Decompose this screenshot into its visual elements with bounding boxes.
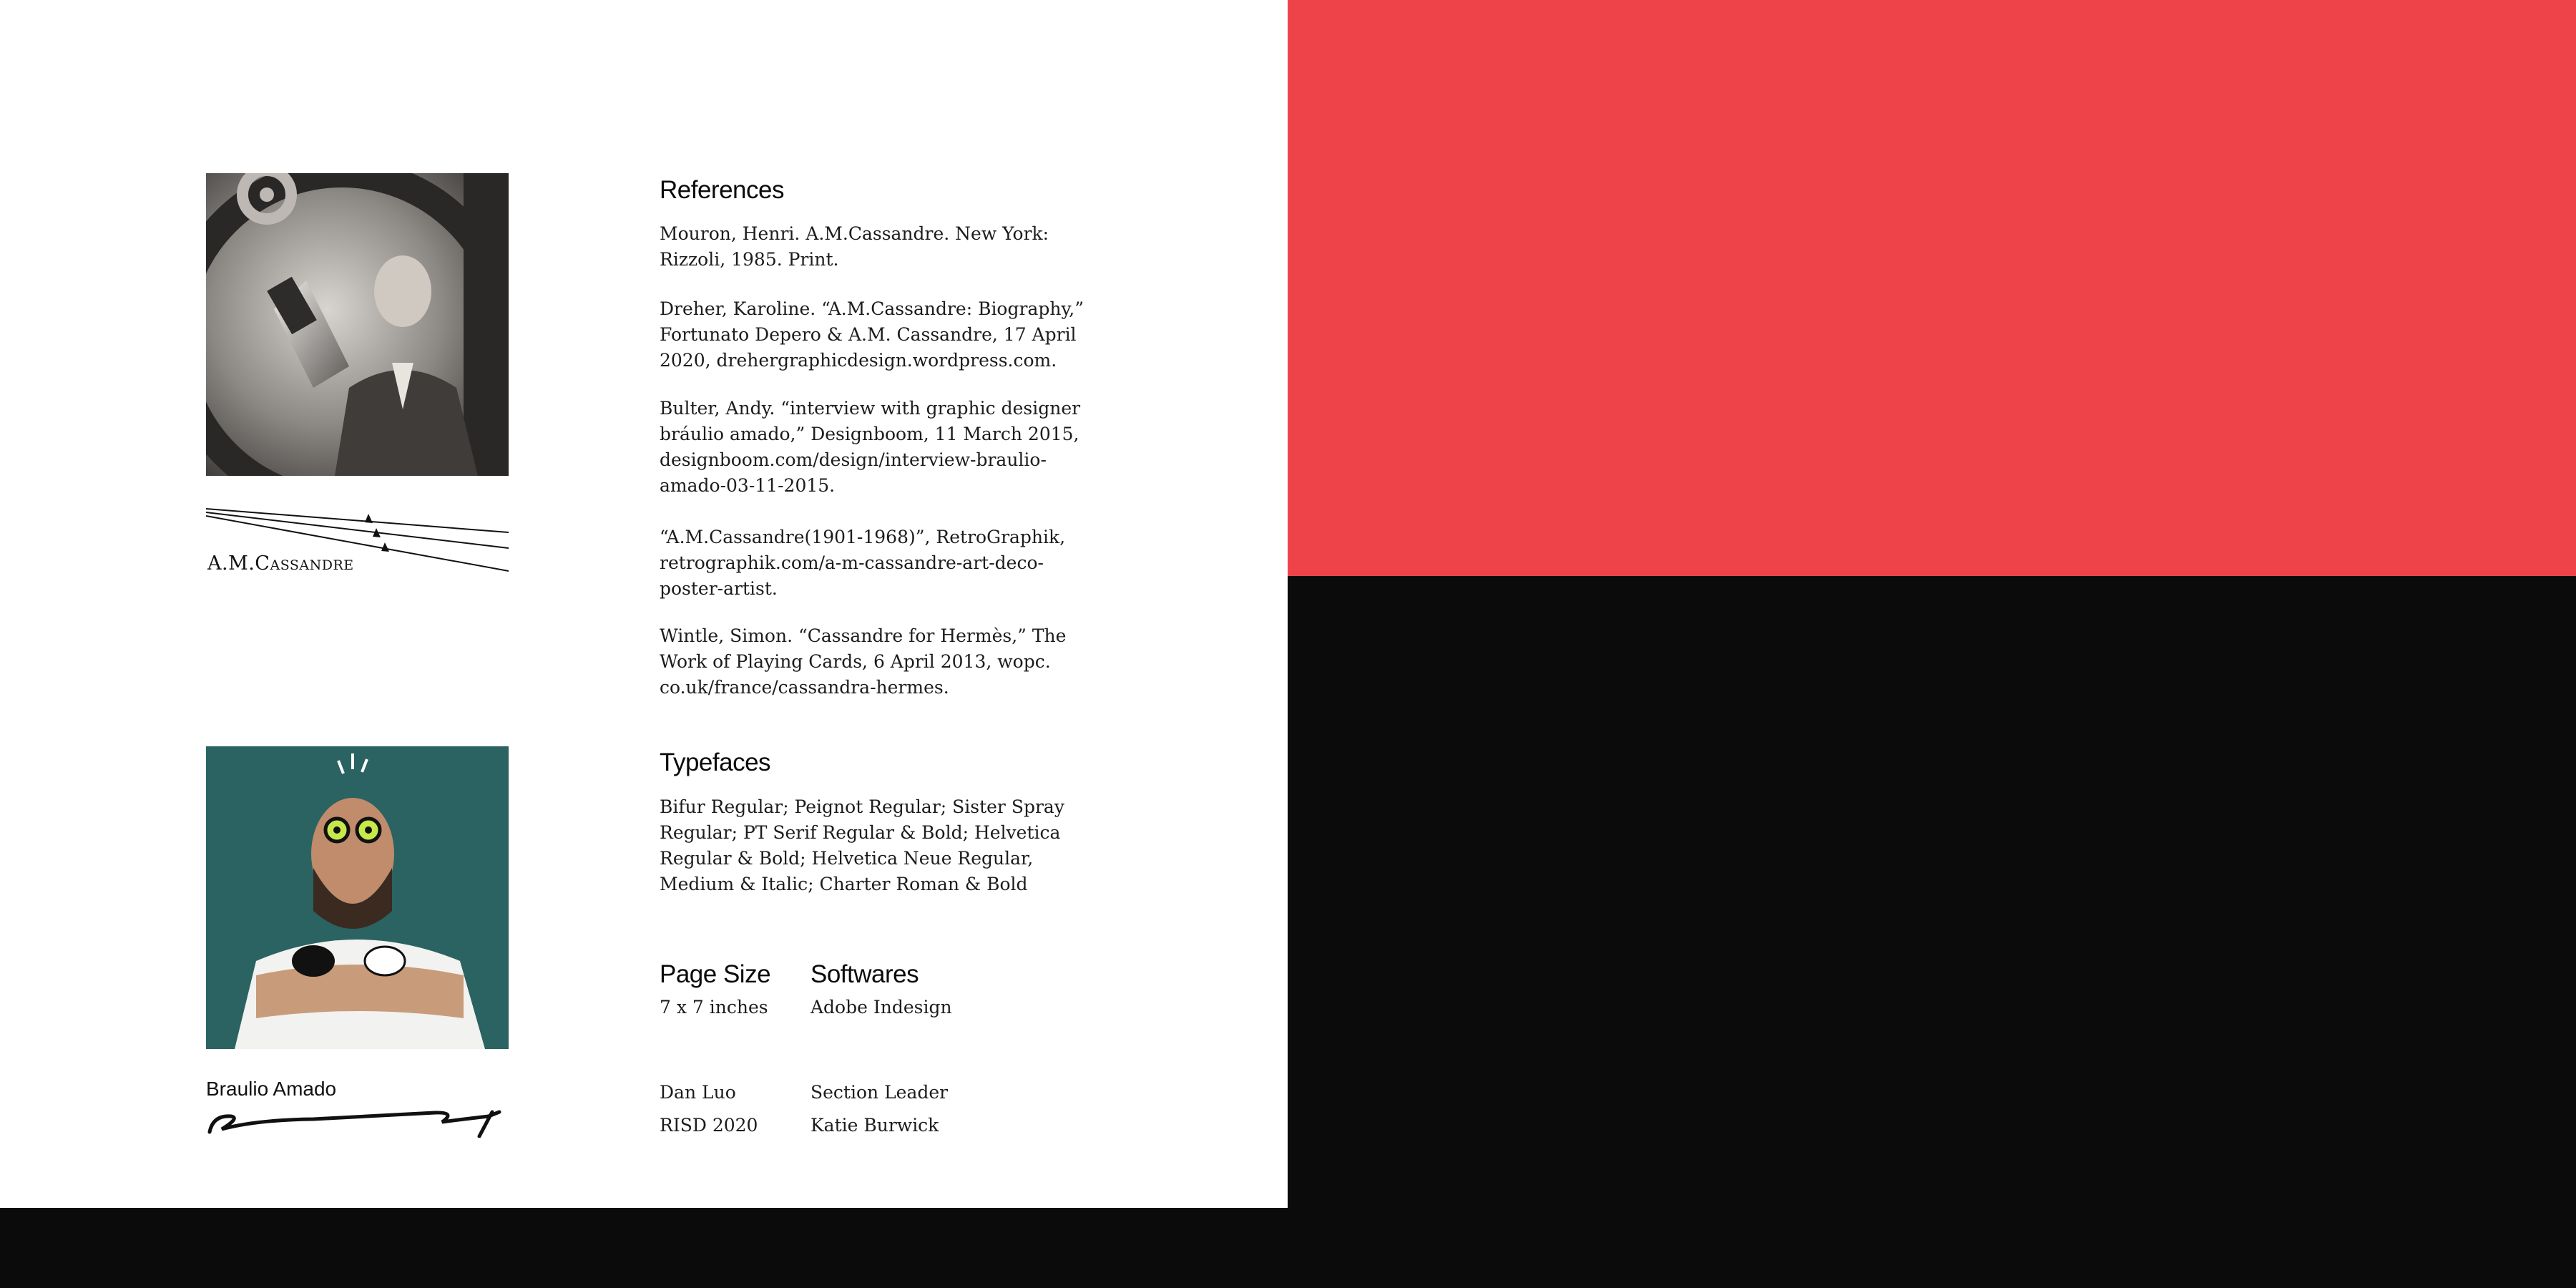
- page-size-heading: Page Size: [660, 960, 771, 988]
- credit-author: Dan Luo: [660, 1082, 736, 1103]
- reference-entry: Bulter, Andy. “interview with graphic designer bráulio amado,” Designboom, 11 March 2015, designboom.com/design/interview-braulio- amado-03-11-2015.: [660, 398, 1081, 496]
- amado-name: Braulio Amado: [206, 1078, 337, 1100]
- credit-school: RISD 2020: [660, 1115, 758, 1136]
- reference-entry: Wintle, Simon. “Cassandre for Hermès,” The Work of Playing Cards, 6 April 2013, wopc. co.uk/france/cassandra-hermes.: [660, 625, 1067, 698]
- typefaces-heading: Typefaces: [660, 748, 771, 776]
- credit-role: Section Leader: [810, 1082, 949, 1103]
- references-heading: References: [660, 176, 784, 204]
- bottom-strip: [0, 1208, 1288, 1288]
- red-block: [1288, 0, 2576, 576]
- page-size-value: 7 x 7 inches: [660, 997, 768, 1018]
- left-page: [0, 0, 1288, 1208]
- amado-signature: [206, 1095, 509, 1138]
- typefaces-list: Bifur Regular; Peignot Regular; Sister Spray Regular; PT Serif Regular & Bold; Helvetica Regular & Bold; Helvetica Neue Regular, Medium & Italic; Charter Roman & Bold: [660, 796, 1064, 894]
- black-block: [1288, 576, 2576, 1288]
- cassandre-logo-mark: [206, 505, 509, 577]
- cassandre-logo-text: A.M.Cassandre: [207, 552, 354, 575]
- amado-portrait-photo: [206, 746, 509, 1049]
- cassandre-portrait-photo: [206, 173, 509, 476]
- reference-entry: Dreher, Karoline. “A.M.Cassandre: Biography,” Fortunato Depero & A.M. Cassandre, 17 April 2020, drehergraphicdesign.wordpress.com.: [660, 298, 1084, 371]
- credit-leader: Katie Burwick: [810, 1115, 939, 1136]
- softwares-value: Adobe Indesign: [810, 997, 952, 1018]
- softwares-heading: Softwares: [810, 960, 919, 988]
- reference-entry: Mouron, Henri. A.M.Cassandre. New York: Rizzoli, 1985. Print.: [660, 223, 1049, 270]
- reference-entry: “A.M.Cassandre(1901-1968)”, RetroGraphik, retrographik.com/a-m-cassandre-art-deco- poster-artist.: [660, 527, 1066, 599]
